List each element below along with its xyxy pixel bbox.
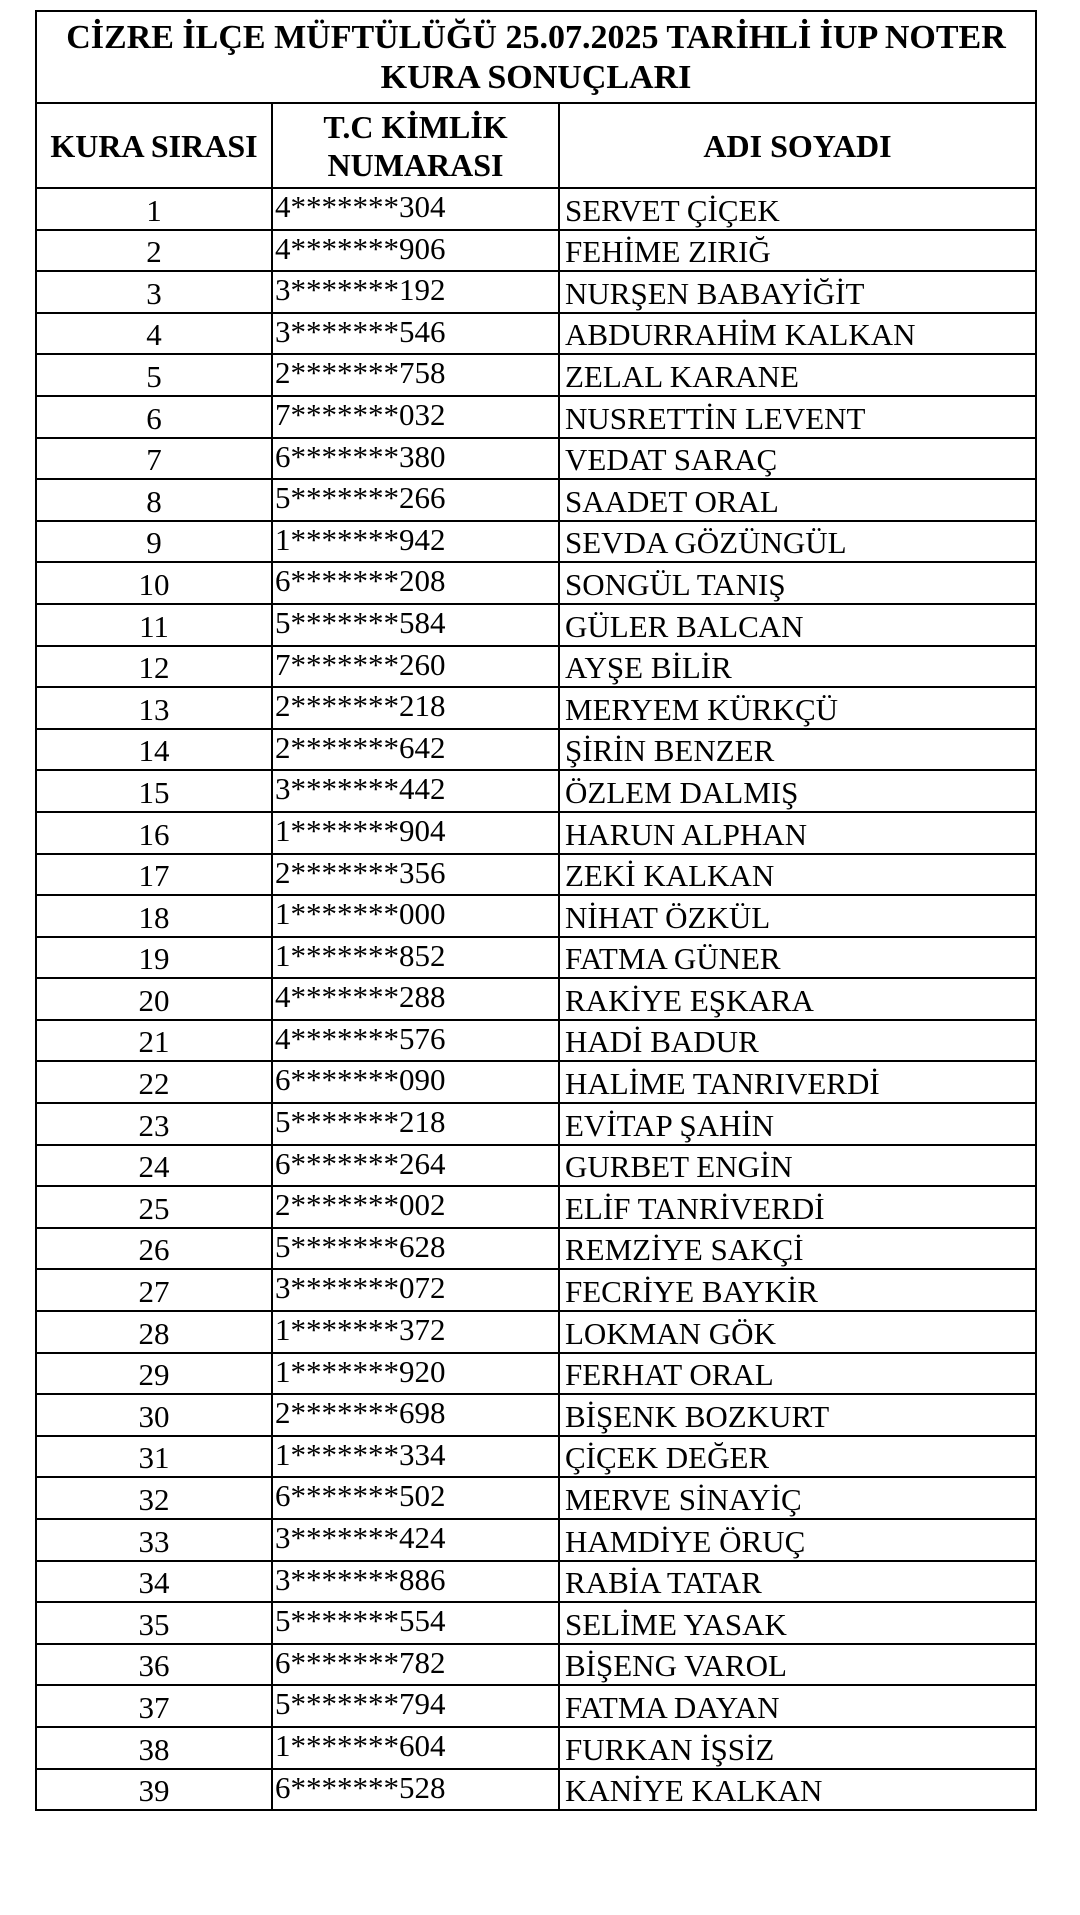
- full-name-cell: GURBET ENGİN: [559, 1145, 1036, 1187]
- id-number-cell: 3*******072: [272, 1269, 559, 1311]
- column-header-id-number-line-2: NUMARASI: [327, 146, 504, 183]
- table-row: [36, 812, 1036, 854]
- table-row: [36, 1394, 1036, 1436]
- table-row: [36, 271, 1036, 313]
- full-name-cell: HADİ BADUR: [559, 1020, 1036, 1062]
- full-name-cell: EVİTAP ŞAHİN: [559, 1103, 1036, 1145]
- draw-order-cell: 27: [36, 1269, 272, 1311]
- id-number-cell: 3*******886: [272, 1561, 559, 1603]
- table-row: [36, 1602, 1036, 1644]
- draw-order-cell: 29: [36, 1353, 272, 1395]
- table-row: [36, 770, 1036, 812]
- table-row: [36, 1228, 1036, 1270]
- full-name-cell: HALİME TANRIVERDİ: [559, 1061, 1036, 1103]
- draw-order-cell: 25: [36, 1186, 272, 1228]
- draw-order-cell: 20: [36, 978, 272, 1020]
- id-number-cell: 5*******584: [272, 604, 559, 646]
- full-name-cell: ZELAL KARANE: [559, 354, 1036, 396]
- results-table-body: [36, 188, 1036, 1810]
- id-number-cell: 2*******642: [272, 729, 559, 771]
- full-name-cell: RAKİYE EŞKARA: [559, 978, 1036, 1020]
- draw-order-cell: 3: [36, 271, 272, 313]
- id-number-cell: 2*******002: [272, 1186, 559, 1228]
- id-number-cell: 6*******208: [272, 562, 559, 604]
- full-name-cell: BİŞENG VAROL: [559, 1644, 1036, 1686]
- draw-order-cell: 16: [36, 812, 272, 854]
- draw-order-cell: 35: [36, 1602, 272, 1644]
- id-number-cell: 1*******334: [272, 1436, 559, 1478]
- column-header-id-number: [272, 103, 559, 188]
- draw-order-cell: 19: [36, 937, 272, 979]
- draw-order-cell: 1: [36, 188, 272, 230]
- full-name-cell: FURKAN İŞSİZ: [559, 1727, 1036, 1769]
- table-row: [36, 1020, 1036, 1062]
- draw-order-cell: 37: [36, 1685, 272, 1727]
- full-name-cell: FERHAT ORAL: [559, 1353, 1036, 1395]
- draw-order-cell: 4: [36, 313, 272, 355]
- document-title-line-1: CİZRE İLÇE MÜFTÜLÜĞÜ 25.07.2025 TARİHLİ İUP NOTER: [66, 19, 1006, 56]
- draw-order-cell: 8: [36, 479, 272, 521]
- table-row: [36, 1436, 1036, 1478]
- table-row: [36, 895, 1036, 937]
- id-number-cell: 1*******000: [272, 895, 559, 937]
- full-name-cell: SONGÜL TANIŞ: [559, 562, 1036, 604]
- full-name-cell: NURŞEN BABAYİĞİT: [559, 271, 1036, 313]
- table-row: [36, 313, 1036, 355]
- full-name-cell: LOKMAN GÖK: [559, 1311, 1036, 1353]
- table-row: [36, 729, 1036, 771]
- full-name-cell: MERVE SİNAYİÇ: [559, 1477, 1036, 1519]
- table-row: [36, 1685, 1036, 1727]
- full-name-cell: VEDAT SARAÇ: [559, 438, 1036, 480]
- id-number-cell: 4*******304: [272, 188, 559, 230]
- full-name-cell: MERYEM KÜRKÇÜ: [559, 687, 1036, 729]
- document-title: [36, 11, 1036, 103]
- full-name-cell: BİŞENK BOZKURT: [559, 1394, 1036, 1436]
- full-name-cell: ABDURRAHİM KALKAN: [559, 313, 1036, 355]
- id-number-cell: 6*******380: [272, 438, 559, 480]
- full-name-cell: AYŞE BİLİR: [559, 646, 1036, 688]
- id-number-cell: 3*******442: [272, 770, 559, 812]
- id-number-cell: 4*******288: [272, 978, 559, 1020]
- id-number-cell: 4*******906: [272, 230, 559, 272]
- draw-order-cell: 36: [36, 1644, 272, 1686]
- id-number-cell: 1*******942: [272, 521, 559, 563]
- id-number-cell: 1*******904: [272, 812, 559, 854]
- draw-order-cell: 2: [36, 230, 272, 272]
- draw-order-cell: 31: [36, 1436, 272, 1478]
- draw-order-cell: 30: [36, 1394, 272, 1436]
- table-row: [36, 1644, 1036, 1686]
- id-number-cell: 5*******266: [272, 479, 559, 521]
- full-name-cell: ZEKİ KALKAN: [559, 854, 1036, 896]
- full-name-cell: ÖZLEM DALMIŞ: [559, 770, 1036, 812]
- id-number-cell: 2*******218: [272, 687, 559, 729]
- table-row: [36, 1727, 1036, 1769]
- full-name-cell: HARUN ALPHAN: [559, 812, 1036, 854]
- full-name-cell: REMZİYE SAKÇİ: [559, 1228, 1036, 1270]
- full-name-cell: FECRİYE BAYKİR: [559, 1269, 1036, 1311]
- draw-order-cell: 24: [36, 1145, 272, 1187]
- full-name-cell: FEHİME ZIRIĞ: [559, 230, 1036, 272]
- full-name-cell: ÇİÇEK DEĞER: [559, 1436, 1036, 1478]
- full-name-cell: NUSRETTİN LEVENT: [559, 396, 1036, 438]
- draw-order-cell: 12: [36, 646, 272, 688]
- table-row: [36, 230, 1036, 272]
- table-row: [36, 1477, 1036, 1519]
- results-document: [35, 10, 1035, 1811]
- full-name-cell: ŞİRİN BENZER: [559, 729, 1036, 771]
- id-number-cell: 2*******356: [272, 854, 559, 896]
- draw-order-cell: 5: [36, 354, 272, 396]
- draw-order-cell: 6: [36, 396, 272, 438]
- table-row: [36, 479, 1036, 521]
- table-row: [36, 1769, 1036, 1811]
- draw-order-cell: 13: [36, 687, 272, 729]
- full-name-cell: KANİYE KALKAN: [559, 1769, 1036, 1811]
- id-number-cell: 4*******576: [272, 1020, 559, 1062]
- lottery-results-table: [35, 10, 1037, 1811]
- table-row: [36, 521, 1036, 563]
- table-row: [36, 604, 1036, 646]
- draw-order-cell: 32: [36, 1477, 272, 1519]
- document-title-line-2: KURA SONUÇLARI: [380, 59, 692, 96]
- table-row: [36, 937, 1036, 979]
- table-row: [36, 562, 1036, 604]
- id-number-cell: 1*******920: [272, 1353, 559, 1395]
- draw-order-cell: 11: [36, 604, 272, 646]
- draw-order-cell: 28: [36, 1311, 272, 1353]
- draw-order-cell: 39: [36, 1769, 272, 1811]
- id-number-cell: 7*******260: [272, 646, 559, 688]
- id-number-cell: 1*******852: [272, 937, 559, 979]
- id-number-cell: 3*******192: [272, 271, 559, 313]
- full-name-cell: RABİA TATAR: [559, 1561, 1036, 1603]
- full-name-cell: SAADET ORAL: [559, 479, 1036, 521]
- draw-order-cell: 26: [36, 1228, 272, 1270]
- table-row: [36, 354, 1036, 396]
- id-number-cell: 6*******090: [272, 1061, 559, 1103]
- id-number-cell: 7*******032: [272, 396, 559, 438]
- table-row: [36, 854, 1036, 896]
- full-name-cell: SELİME YASAK: [559, 1602, 1036, 1644]
- full-name-cell: FATMA GÜNER: [559, 937, 1036, 979]
- draw-order-cell: 18: [36, 895, 272, 937]
- id-number-cell: 5*******554: [272, 1602, 559, 1644]
- draw-order-cell: 34: [36, 1561, 272, 1603]
- id-number-cell: 2*******698: [272, 1394, 559, 1436]
- full-name-cell: SERVET ÇİÇEK: [559, 188, 1036, 230]
- table-row: [36, 687, 1036, 729]
- table-row: [36, 1103, 1036, 1145]
- full-name-cell: HAMDİYE ÖRUÇ: [559, 1519, 1036, 1561]
- table-row: [36, 438, 1036, 480]
- full-name-cell: GÜLER BALCAN: [559, 604, 1036, 646]
- full-name-cell: NİHAT ÖZKÜL: [559, 895, 1036, 937]
- table-row: [36, 188, 1036, 230]
- draw-order-cell: 7: [36, 438, 272, 480]
- table-row: [36, 1561, 1036, 1603]
- table-row: [36, 1311, 1036, 1353]
- draw-order-cell: 38: [36, 1727, 272, 1769]
- column-header-id-number-line-1: T.C KİMLİK: [323, 108, 508, 145]
- table-row: [36, 1061, 1036, 1103]
- id-number-cell: 6*******782: [272, 1644, 559, 1686]
- id-number-cell: 2*******758: [272, 354, 559, 396]
- id-number-cell: 1*******604: [272, 1727, 559, 1769]
- id-number-cell: 5*******218: [272, 1103, 559, 1145]
- draw-order-cell: 9: [36, 521, 272, 563]
- draw-order-cell: 15: [36, 770, 272, 812]
- draw-order-cell: 17: [36, 854, 272, 896]
- column-header-full-name: ADI SOYADI: [559, 103, 1036, 188]
- id-number-cell: 3*******546: [272, 313, 559, 355]
- id-number-cell: 6*******264: [272, 1145, 559, 1187]
- table-row: [36, 1519, 1036, 1561]
- table-row: [36, 1186, 1036, 1228]
- draw-order-cell: 23: [36, 1103, 272, 1145]
- draw-order-cell: 21: [36, 1020, 272, 1062]
- draw-order-cell: 10: [36, 562, 272, 604]
- id-number-cell: 5*******794: [272, 1685, 559, 1727]
- column-header-draw-order: KURA SIRASI: [36, 103, 272, 188]
- full-name-cell: FATMA DAYAN: [559, 1685, 1036, 1727]
- table-row: [36, 978, 1036, 1020]
- id-number-cell: 1*******372: [272, 1311, 559, 1353]
- table-row: [36, 646, 1036, 688]
- draw-order-cell: 33: [36, 1519, 272, 1561]
- id-number-cell: 5*******628: [272, 1228, 559, 1270]
- draw-order-cell: 22: [36, 1061, 272, 1103]
- id-number-cell: 3*******424: [272, 1519, 559, 1561]
- table-row: [36, 1269, 1036, 1311]
- table-row: [36, 1353, 1036, 1395]
- full-name-cell: SEVDA GÖZÜNGÜL: [559, 521, 1036, 563]
- table-row: [36, 1145, 1036, 1187]
- full-name-cell: ELİF TANRİVERDİ: [559, 1186, 1036, 1228]
- id-number-cell: 6*******502: [272, 1477, 559, 1519]
- draw-order-cell: 14: [36, 729, 272, 771]
- id-number-cell: 6*******528: [272, 1769, 559, 1811]
- table-row: [36, 396, 1036, 438]
